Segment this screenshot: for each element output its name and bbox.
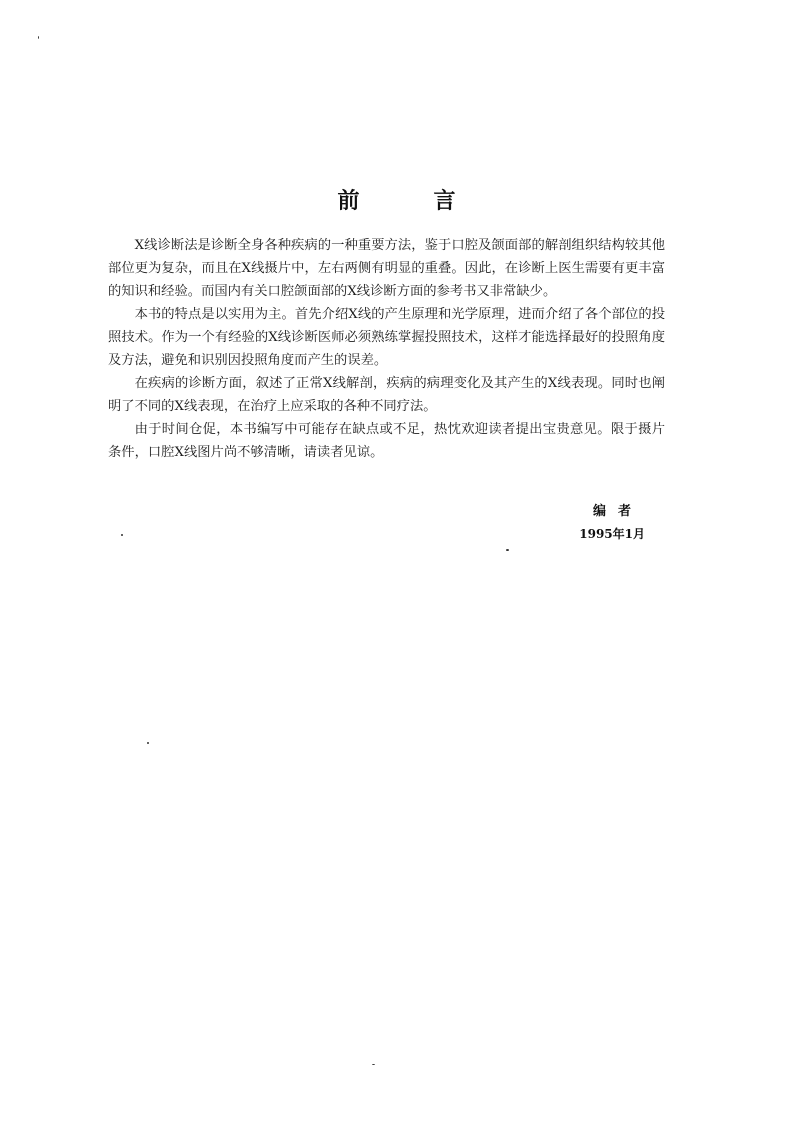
author-signature: 编者 [592, 504, 643, 519]
scan-speck [147, 742, 149, 744]
scan-speck [38, 36, 39, 39]
preface-body [108, 234, 665, 464]
page-title: 前 言 [337, 188, 482, 214]
paragraph-3: 在疾病的诊断方面，叙述了正常X线解剖，疾病的病理变化及其产生的X线表现。同时也阐明了不同的X线表现，在治疗上应采取的各种不同疗法。 [108, 376, 665, 414]
paragraph-4: 由于时间仓促，本书编写中可能存在缺点或不足，热忱欢迎读者提出宝贵意见。限于摄片条件，口腔X线图片尚不够清晰，请读者见谅。 [108, 422, 665, 460]
scan-speck [506, 549, 509, 551]
scan-speck [372, 1064, 375, 1065]
paragraph-2: 本书的特点是以实用为主。首先介绍X线的产生原理和光学原理，进而介绍了各个部位的投照技术。作为一个有经验的X线诊断医师必须熟练掌握投照技术，这样才能选择最好的投照角度及方法，避免和识别因投照角度而产生的误差。 [108, 307, 665, 368]
date-line: 1995年1月 [579, 527, 645, 541]
scan-speck [121, 534, 123, 536]
paragraph-1: X线诊断法是诊断全身各种疾病的一种重要方法，鉴于口腔及颌面部的解剖组织结构较其他部位更为复杂，而且在X线摄片中，左右两侧有明显的重叠。因此，在诊断上医生需要有更丰富的知识和经验。而国内有关口腔颌面部的X线诊断方面的参考书又非常缺少。 [108, 238, 665, 299]
